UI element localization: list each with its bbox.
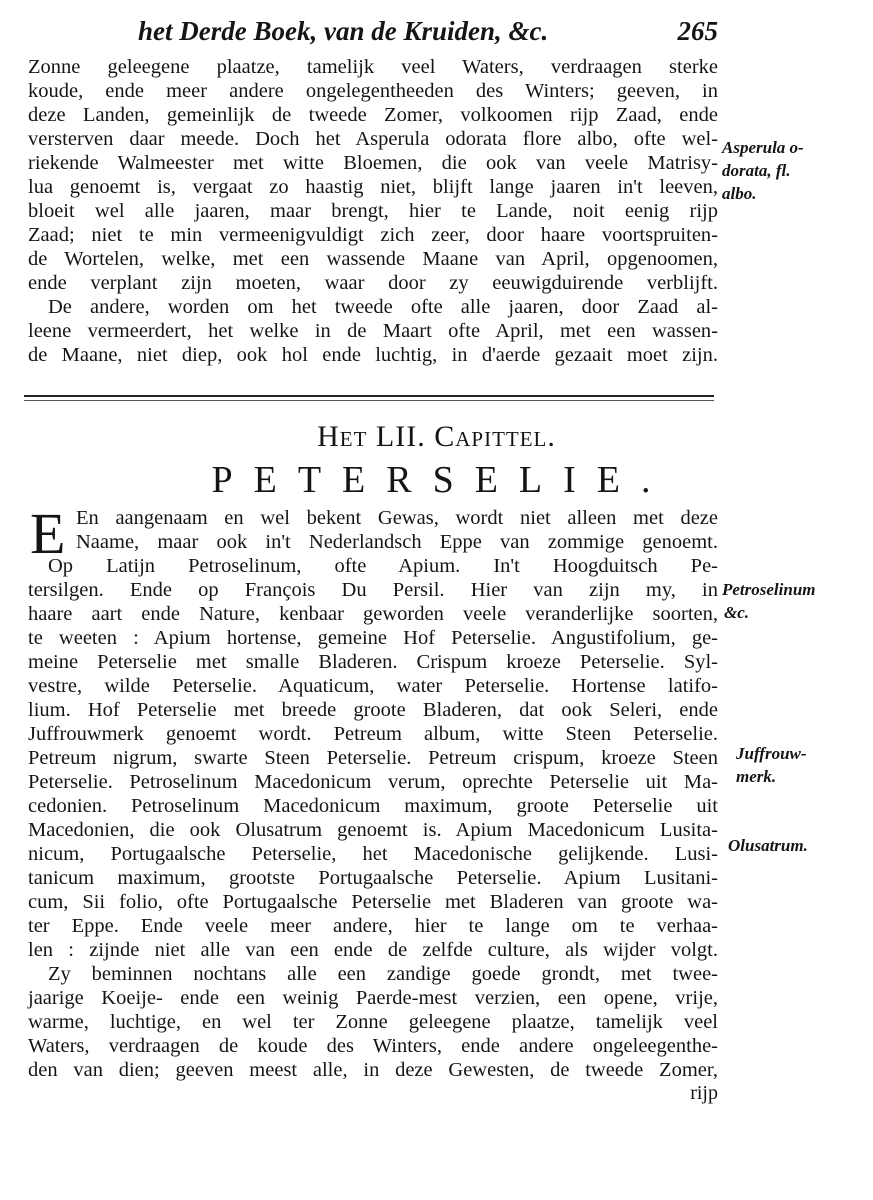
text-line: ende verplant zijn moeten, waar door zy eeuwigduirende verblijft. [28,272,718,294]
text-line: jaarige Koeije- ende een weinig Paerde-mest verzien, een opene, vrije, [28,987,718,1009]
running-title: het Derde Boek, van de Kruiden, &c. [138,16,549,46]
running-head [138,16,718,50]
text-line: En aangenaam en wel bekent Gewas, wordt niet alleen met deze [76,507,718,529]
text-line: warme, luchtige, en wel ter Zonne geleegene plaatze, tamelijk veel [28,1011,718,1033]
text-line: tanicum maximum, grootste Portugaalsche Peterselie. Apium Lusitani- [28,867,718,889]
margin-note-petroselinum [722,578,870,624]
text-line: tersilgen. Ende op François Du Persil. Hier van zijn my, in [28,579,718,601]
chapter-title: PETERSELIE. [211,459,672,501]
text-line: Zy beminnen nochtans alle een zandige goede grondt, met twee- [48,963,718,985]
text-line: riekende Walmeester met witte Bloemen, die ook van veele Matrisy- [28,152,718,174]
text-line: koude, ende meer andere ongelegentheeden des Winters; geeven, in [28,80,718,102]
text-line: Zaad; niet te min vermeenigvuldigt zich zeer, door haare voortspruiten- [28,224,718,246]
text-line: De andere, worden om het tweede ofte alle jaaren, door Zaad al- [48,296,718,318]
catchword: rijp [690,1082,718,1104]
text-line: lua genoemt is, vergaat zo haastig niet, blijft lange jaaren in't leeven, [28,176,718,198]
margin-note-asperula [722,136,870,205]
text-line: cum, Sii folio, ofte Portugaalsche Peterselie met Bladeren van groote wa- [28,891,718,913]
dropcap: E [30,501,66,566]
text-line: ter Eppe. Ende veele meer andere, hier te lange om te verhaa- [28,915,718,937]
text-line: len : zijnde niet alle van een ende de zelfde culture, als wijder volgt. [28,939,718,961]
text-line: Petreum nigrum, swarte Steen Peterselie. Petreum crispum, kroeze Steen [28,747,718,769]
margin-note-line: albo. [722,184,757,203]
text-line: Macedonien, die ook Olusatrum genoemt is. Apium Macedonicum Lusita- [28,819,718,841]
text-line: Zonne geleegene plaatze, tamelijk veel Waters, verdraagen sterke [28,56,718,78]
margin-note-juffrouwmerk [736,742,873,788]
text-line: bloeit wel alle jaaren, maar brengt, hier te Lande, noit eenig rijp [28,200,718,222]
text-line: Peterselie. Petroselinum Macedonicum verum, oprechte Peterselie uit Ma- [28,771,718,793]
text-line: nicum, Portugaalsche Peterselie, het Macedonische gelijkende. Lusi- [28,843,718,865]
chapter-number: Het LII. Capittel. [317,420,556,453]
section-divider [24,395,714,397]
text-line: versterven daar meede. Doch het Asperula odorata flore albo, ofte wel- [28,128,718,150]
margin-note-line: dorata, fl. [722,161,791,180]
top-paragraph [28,55,718,367]
margin-note-line: Juffrouw- [736,744,807,763]
chapter-paragraph [28,501,718,1082]
text-line: Waters, verdraagen de koude des Winters, ende andere ongeleegenthe- [28,1035,718,1057]
text-line: Naame, maar ook in't Nederlandsch Eppe van zommige genoemt. [76,531,718,553]
margin-note-line: merk. [736,767,777,786]
text-line: de Maane, niet diep, ook hol ende luchtig, in d'aerde gezaait moet zijn. [28,344,718,366]
text-line: te weeten : Apium hortense, gemeine Hof Peterselie. Angustifolium, ge- [28,627,718,649]
text-line: Op Latijn Petroselinum, ofte Apium. In't Hoogduitsch Pe- [48,555,718,577]
section-divider-thin [24,400,714,401]
text-line: vestre, wilde Peterselie. Aquaticum, water Peterselie. Hortense latifo- [28,675,718,697]
margin-note-line: Asperula o- [722,138,804,157]
text-line: deze Landen, gemeinlijk de tweede Zomer, volkoomen rijp Zaad, ende [28,104,718,126]
text-line: Juffrouwmerk genoemt wordt. Petreum album, witte Steen Peterselie. [28,723,718,745]
text-line: de Wortelen, welke, met een wassende Maane van April, opgenoomen, [28,248,718,270]
text-line: cedonien. Petroselinum Macedonicum maximum, groote Peterselie uit [28,795,718,817]
margin-note-line: &c. [724,603,750,622]
text-line: leene vermeerdert, het welke in de Maart ofte April, met een wassen- [28,320,718,342]
text-line: meine Peterselie met smalle Bladeren. Crispum kroeze Peterselie. Syl- [28,651,718,673]
text-line: den van dien; geeven meest alle, in deze Gewesten, de tweede Zomer, [28,1059,718,1081]
text-line: lium. Hof Peterselie met breede groote Bladeren, dat ook Seleri, ende [28,699,718,721]
margin-note-line: Olusatrum. [728,836,808,855]
margin-note-line: Petroselinum [722,580,816,599]
margin-note-olusatrum [728,834,873,857]
text-line: haare aart ende Nature, kenbaar geworden veele veranderlijke soorten, [28,603,718,625]
page-number: 265 [677,16,718,46]
